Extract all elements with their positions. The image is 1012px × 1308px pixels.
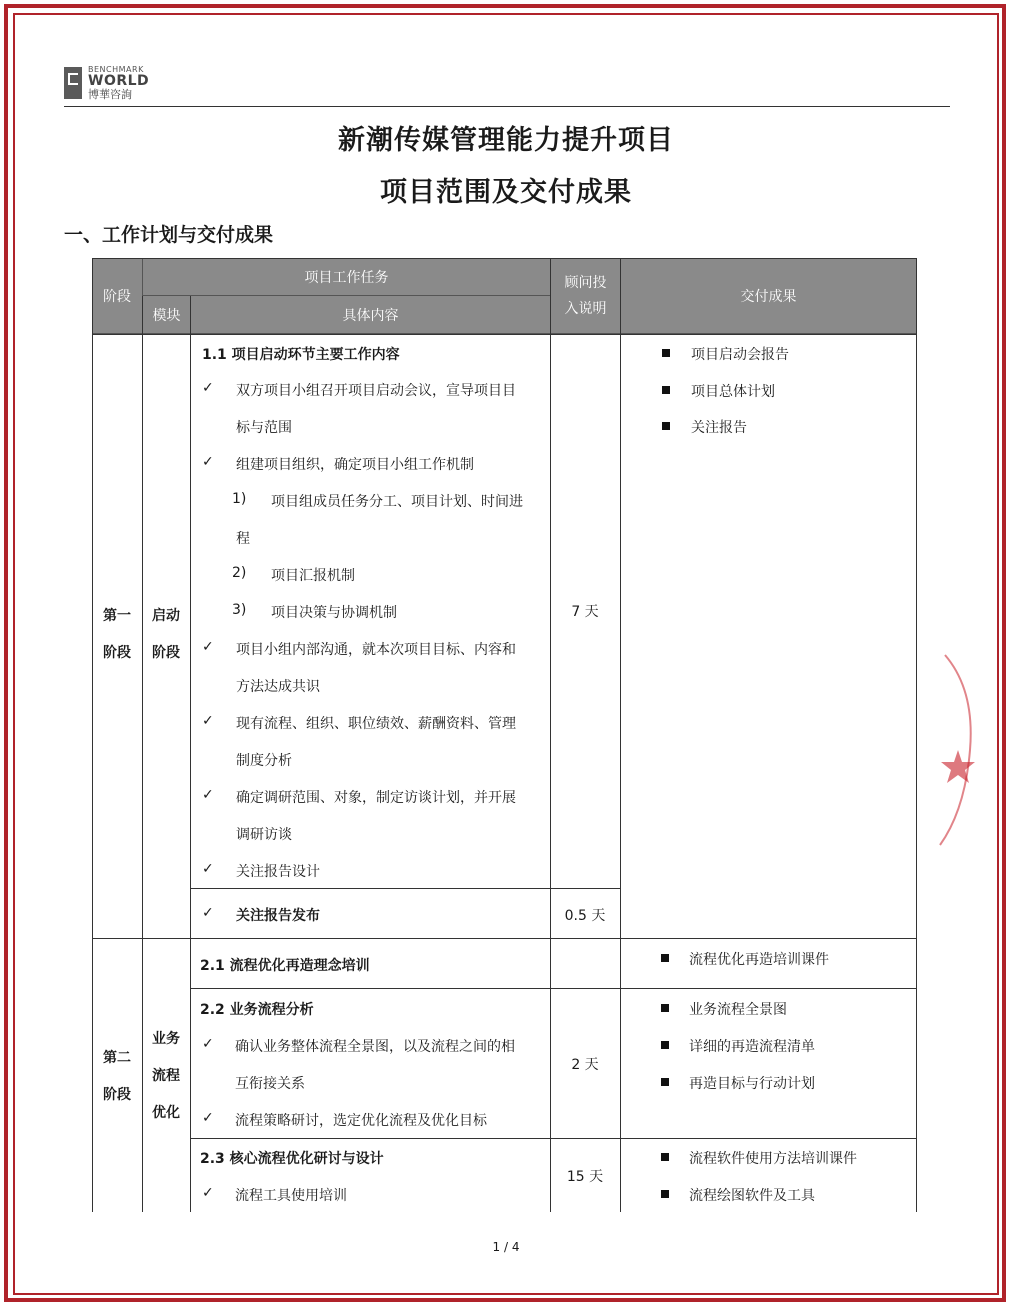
grid-line bbox=[190, 888, 621, 889]
header-module: 模块 bbox=[143, 296, 191, 334]
checkmark-icon: ✓ bbox=[202, 787, 214, 803]
phase1-module-line: 阶段 bbox=[152, 645, 180, 661]
square-bullet-icon bbox=[662, 386, 670, 394]
header-stage: 阶段 bbox=[92, 258, 143, 334]
content-line: 流程工具使用培训 bbox=[235, 1188, 347, 1204]
square-bullet-icon bbox=[662, 349, 670, 357]
header-deliverables: 交付成果 bbox=[621, 258, 917, 334]
content-line: 互衔接关系 bbox=[235, 1076, 305, 1092]
square-bullet-icon bbox=[661, 1041, 669, 1049]
phase2-stage-line: 阶段 bbox=[103, 1087, 131, 1103]
checkmark-icon: ✓ bbox=[202, 1036, 214, 1052]
grid-line bbox=[92, 258, 917, 259]
logo-line2: WORLD bbox=[88, 73, 150, 89]
content-line: 流程策略研讨，选定优化流程及优化目标 bbox=[235, 1113, 487, 1129]
logo-line3: 博華咨詢 bbox=[88, 88, 132, 101]
page-number: 1 / 4 bbox=[492, 1240, 520, 1254]
checkmark-icon: ✓ bbox=[202, 639, 214, 655]
square-bullet-icon bbox=[661, 1004, 669, 1012]
phase2-module-line: 优化 bbox=[152, 1105, 180, 1121]
grid-line bbox=[190, 1138, 917, 1139]
logo-line1: BENCHMARK bbox=[88, 65, 144, 74]
list-number: 2) bbox=[232, 565, 247, 581]
s23-title: 2.3 核心流程优化研讨与设计 bbox=[200, 1151, 384, 1167]
s22-title: 2.2 业务流程分析 bbox=[200, 1002, 314, 1018]
checkmark-icon: ✓ bbox=[202, 861, 214, 877]
square-bullet-icon bbox=[661, 954, 669, 962]
checkmark-icon: ✓ bbox=[202, 380, 214, 396]
checkmark-icon: ✓ bbox=[202, 454, 214, 470]
deliverable-item: 流程软件使用方法培训课件 bbox=[689, 1151, 857, 1167]
deliverable-item: 详细的再造流程清单 bbox=[689, 1039, 815, 1055]
document-subtitle: 项目范围及交付成果 bbox=[380, 177, 632, 208]
square-bullet-icon bbox=[661, 1190, 669, 1198]
square-bullet-icon bbox=[662, 422, 670, 430]
phase1-module bbox=[142, 598, 190, 672]
grid-line bbox=[916, 258, 917, 1212]
phase1-days: 7 天 bbox=[571, 604, 599, 620]
checkmark-icon: ✓ bbox=[202, 905, 214, 921]
s22-days: 2 天 bbox=[571, 1057, 599, 1073]
content-line: 项目决策与协调机制 bbox=[271, 605, 397, 621]
content-line: 程 bbox=[236, 531, 250, 547]
square-bullet-icon bbox=[661, 1153, 669, 1161]
content-line: 关注报告设计 bbox=[236, 864, 320, 880]
content-line: 项目组成员任务分工、项目计划、时间进 bbox=[271, 494, 523, 510]
phase2-stage bbox=[92, 1040, 142, 1114]
header-consultant: 顾问投入说明 bbox=[551, 258, 621, 334]
deliverable-item: 项目启动会报告 bbox=[691, 347, 789, 363]
grid-line bbox=[190, 296, 191, 1212]
content-line: 组建项目组织，确定项目小组工作机制 bbox=[236, 457, 474, 473]
phase1-stage-line: 第一 bbox=[103, 608, 131, 624]
checkmark-icon: ✓ bbox=[202, 713, 214, 729]
company-logo bbox=[64, 66, 149, 100]
grid-line bbox=[620, 258, 621, 1212]
header-tasks: 项目工作任务 bbox=[143, 258, 551, 296]
deliverable-item: 关注报告 bbox=[691, 420, 747, 436]
seal-stamp bbox=[930, 650, 980, 850]
phase1-stage-line: 阶段 bbox=[103, 645, 131, 661]
content-line: 方法达成共识 bbox=[236, 679, 320, 695]
seal-stamp-arc bbox=[940, 655, 971, 845]
deliverable-item: 再造目标与行动计划 bbox=[689, 1076, 815, 1092]
s21-title: 2.1 流程优化再造理念培训 bbox=[200, 958, 370, 974]
phase1-module-line: 启动 bbox=[152, 608, 180, 624]
s23-days: 15 天 bbox=[566, 1169, 604, 1185]
deliverable-item: 流程优化再造培训课件 bbox=[689, 952, 829, 968]
logo-mark-icon bbox=[64, 67, 82, 99]
content-line: 调研访谈 bbox=[236, 827, 292, 843]
content-line: 确认业务整体流程全景图，以及流程之间的相 bbox=[235, 1039, 515, 1055]
content-line: 项目小组内部沟通，就本次项目目标、内容和 bbox=[236, 642, 516, 658]
content-line: 项目汇报机制 bbox=[271, 568, 355, 584]
content-line: 现有流程、组织、职位绩效、薪酬资料、管理 bbox=[236, 716, 516, 732]
content-line: 确定调研范围、对象，制定访谈计划，并开展 bbox=[236, 790, 516, 806]
phase2-stage-line: 第二 bbox=[103, 1050, 131, 1066]
grid-line bbox=[92, 334, 917, 335]
phase2-module-line: 业务 bbox=[152, 1031, 180, 1047]
phase2-module-line: 流程 bbox=[152, 1068, 180, 1084]
release-item: 关注报告发布 bbox=[236, 908, 320, 924]
phase1-section-title: 1.1 项目启动环节主要工作内容 bbox=[202, 347, 400, 363]
document-title: 新潮传媒管理能力提升项目 bbox=[338, 125, 674, 156]
content-line: 制度分析 bbox=[236, 753, 292, 769]
list-number: 3) bbox=[232, 602, 247, 618]
deliverable-item: 业务流程全景图 bbox=[689, 1002, 787, 1018]
checkmark-icon: ✓ bbox=[202, 1110, 214, 1126]
square-bullet-icon bbox=[661, 1078, 669, 1086]
checkmark-icon: ✓ bbox=[202, 1185, 214, 1201]
header-content: 具体内容 bbox=[191, 296, 551, 334]
phase1-stage bbox=[92, 598, 142, 672]
section-heading: 一、工作计划与交付成果 bbox=[64, 224, 274, 246]
content-line: 标与范围 bbox=[236, 420, 292, 436]
deliverable-item: 项目总体计划 bbox=[691, 384, 775, 400]
content-line: 双方项目小组召开项目启动会议，宣导项目目 bbox=[236, 383, 516, 399]
phase2-module bbox=[142, 1021, 190, 1132]
grid-line bbox=[92, 938, 917, 939]
grid-line bbox=[190, 988, 917, 989]
list-number: 1) bbox=[232, 491, 247, 507]
deliverable-item: 流程绘图软件及工具 bbox=[689, 1188, 815, 1204]
header-divider bbox=[64, 106, 950, 107]
release-days: 0.5 天 bbox=[564, 908, 606, 924]
